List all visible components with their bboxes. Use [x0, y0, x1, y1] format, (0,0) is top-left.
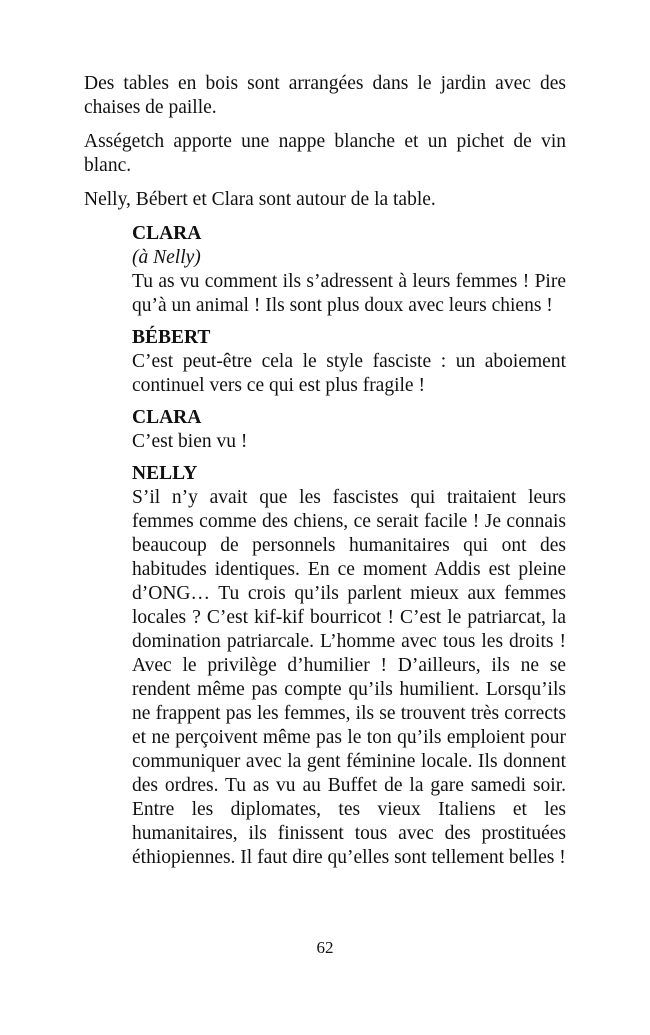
speech-clara-2 [132, 406, 566, 454]
page-number: 62 [316, 938, 334, 957]
speech-nelly [132, 462, 566, 870]
page-body [84, 72, 566, 878]
speaker-name: CLARA [132, 407, 202, 428]
speech-text: Tu as vu comment ils s’adressent à leurs femmes ! Pire qu’à un animal ! Ils sont plus doux avec leurs chiens ! [132, 271, 566, 316]
stage-direction-characters: Nelly, Bébert et Clara sont autour de la table. [84, 189, 436, 210]
speaker-name: CLARA [132, 223, 202, 244]
speaker-name: BÉBERT [132, 327, 211, 348]
stage-direction-inline: (à Nelly) [132, 247, 201, 268]
stage-direction-tables: Des tables en bois sont arrangées dans le jardin avec des chaises de paille. [84, 73, 566, 118]
speech-text: S’il n’y avait que les fascistes qui traitaient leurs femmes comme des chiens, ce serait facile ! Je connais beaucoup de personnels humanitaires qui ont des habitudes identiques. En ce moment Addis est pleine d’ONG… Tu crois qu’ils parlent mieux aux femmes locales ? C’est kif-kif bourricot ! C’est le patriarcat, la domination patriarcale. L’homme avec tous les droits ! Avec le privilège d’humilier ! D’ailleurs, ils ne se rendent même pas compte qu’ils humilient. Lorsqu’ils ne frappent pas les femmes, ils se trouvent très corrects et ne perçoivent même pas le ton qu’ils emploient pour communiquer avec la gent féminine locale. Ils donnent des ordres. Tu as vu au Buffet de la gare samedi soir. Entre les diplomates, tes vieux Italiens et les humanitaires, ils finissent tous avec des prostituées éthiopiennes. Il faut dire qu’elles sont tellement belles ! [132, 487, 566, 868]
speaker-name: NELLY [132, 463, 198, 484]
stage-direction-assegetch: Asségetch apporte une nappe blanche et un pichet de vin blanc. [84, 131, 566, 176]
speech-text: C’est peut-être cela le style fasciste : un aboiement continuel vers ce qui est plus fragile ! [132, 351, 566, 396]
speech-text: C’est bien vu ! [132, 431, 248, 452]
speech-bebert [132, 326, 566, 398]
dialogue-block [132, 222, 566, 870]
speech-clara-1 [132, 222, 566, 318]
